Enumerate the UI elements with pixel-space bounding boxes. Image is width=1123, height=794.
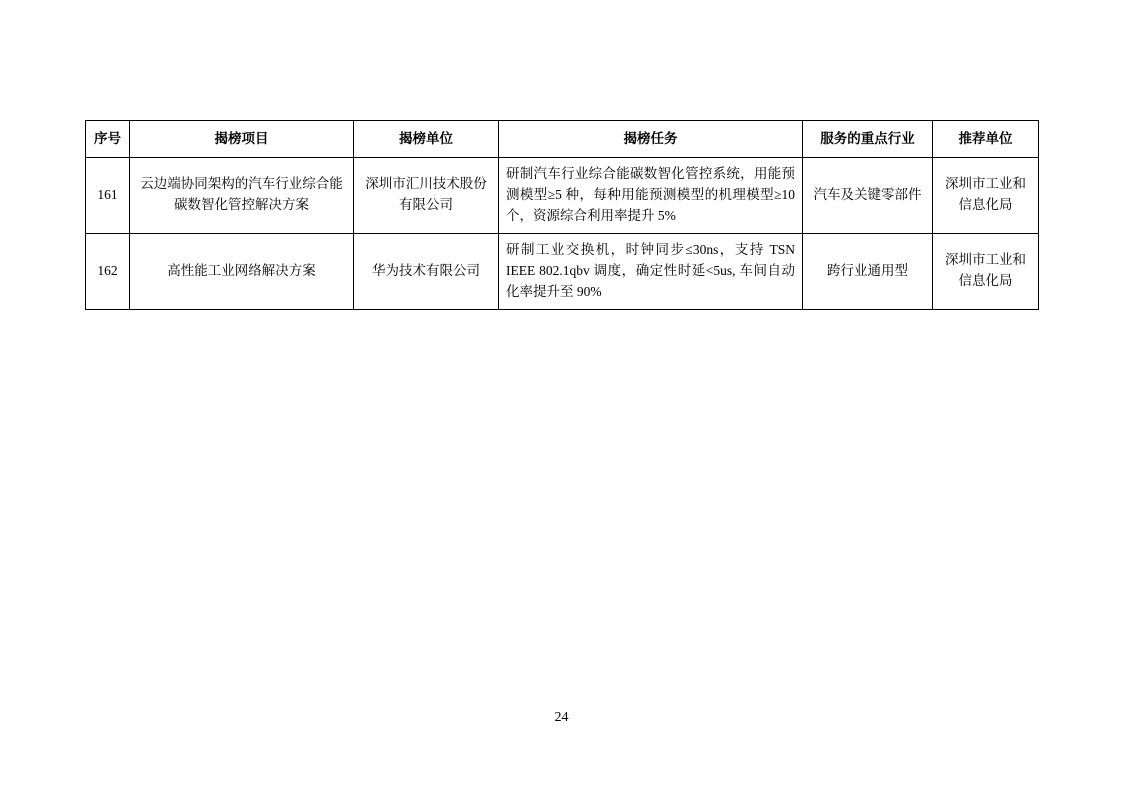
cell-unit: 深圳市汇川技术股份有限公司 bbox=[354, 158, 499, 234]
cell-task: 研制汽车行业综合能碳数智化管控系统，用能预测模型≥5 种，每种用能预测模型的机理模型≥10 个，资源综合利用率提升 5% bbox=[499, 158, 803, 234]
cell-industry: 跨行业通用型 bbox=[803, 233, 933, 309]
column-header-industry: 服务的重点行业 bbox=[803, 121, 933, 158]
column-header-task: 揭榜任务 bbox=[499, 121, 803, 158]
column-header-index: 序号 bbox=[86, 121, 130, 158]
project-table-container bbox=[85, 120, 1038, 310]
table-body bbox=[86, 158, 1039, 310]
cell-index: 162 bbox=[86, 233, 130, 309]
table-row bbox=[86, 233, 1039, 309]
table-row bbox=[86, 158, 1039, 234]
cell-recommender: 深圳市工业和信息化局 bbox=[933, 233, 1039, 309]
table-header bbox=[86, 121, 1039, 158]
cell-unit: 华为技术有限公司 bbox=[354, 233, 499, 309]
cell-project: 云边端协同架构的汽车行业综合能碳数智化管控解决方案 bbox=[130, 158, 354, 234]
cell-industry: 汽车及关键零部件 bbox=[803, 158, 933, 234]
cell-index: 161 bbox=[86, 158, 130, 234]
project-table bbox=[85, 120, 1039, 310]
cell-project: 高性能工业网络解决方案 bbox=[130, 233, 354, 309]
column-header-unit: 揭榜单位 bbox=[354, 121, 499, 158]
cell-recommender: 深圳市工业和信息化局 bbox=[933, 158, 1039, 234]
page-number: 24 bbox=[554, 710, 569, 725]
cell-task: 研制工业交换机，时钟同步≤30ns，支持 TSN IEEE 802.1qbv 调度，确定性时延<5us, 车间自动化率提升至 90% bbox=[499, 233, 803, 309]
column-header-project: 揭榜项目 bbox=[130, 121, 354, 158]
table-header-row bbox=[86, 121, 1039, 158]
column-header-recommender: 推荐单位 bbox=[933, 121, 1039, 158]
